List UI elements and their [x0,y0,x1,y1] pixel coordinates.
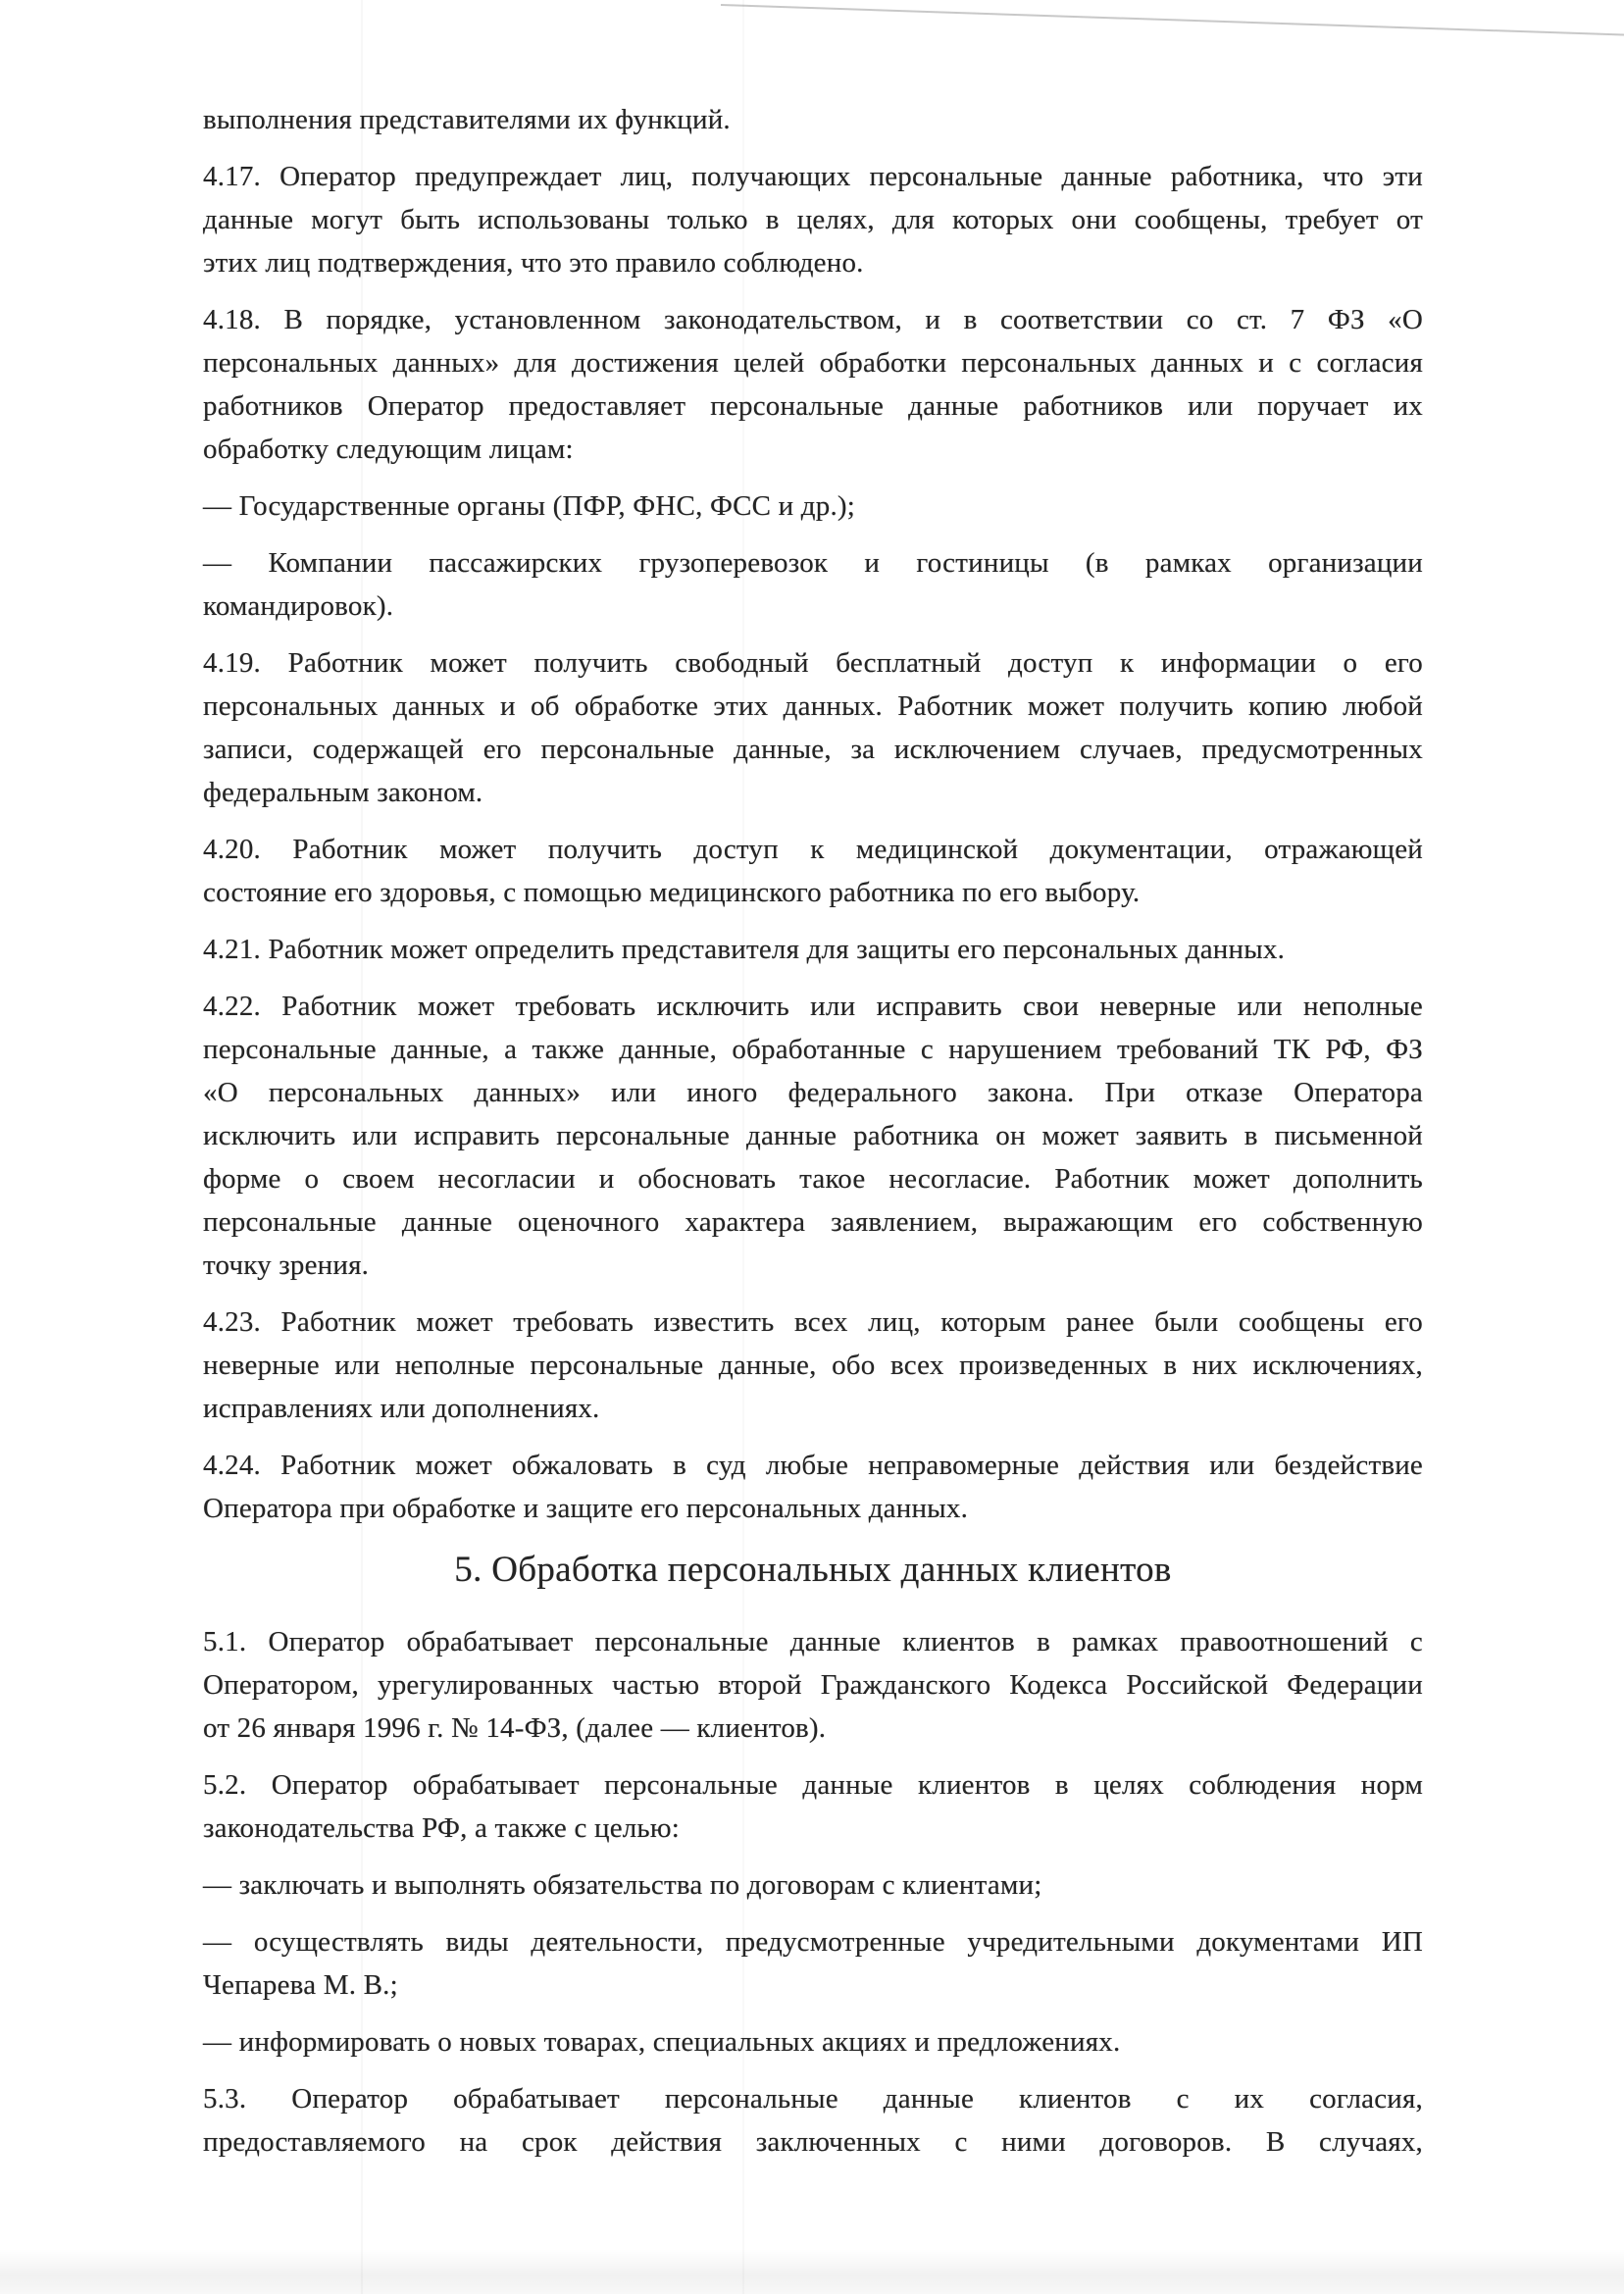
bullet-item [203,1863,1423,1907]
text-line: — осуществлять виды деятельности, предусмотренные учредительными документами ИП [203,1926,1423,1958]
text-line: предоставляемого на срок действия заключенных с ними договоров. В случаях, [203,2126,1423,2158]
text-line: 4.22. Работник может требовать исключить или исправить свои неверные или неполные [203,991,1423,1022]
text-line: персональные данные оценочного характера заявлением, выражающим его собственную [203,1206,1423,1238]
bullet-item [203,541,1423,628]
text-line: 5.3. Оператор обрабатывает персональные данные клиентов с их согласия, [203,2083,1423,2115]
text-line: данные могут быть использованы только в целях, для которых они сообщены, требует от [203,204,1423,235]
text-line: форме о своем несогласии и обосновать такое несогласие. Работник может дополнить [203,1163,1423,1195]
text-line: работников Оператор предоставляет персональные данные работников или поручает их [203,390,1423,422]
text-line: персональных данных» для достижения целей обработки персональных данных и с согласия [203,347,1423,379]
bullet-item [203,2020,1423,2064]
text-line: — заключать и выполнять обязательства по договорам с клиентами; [203,1869,1042,1901]
paragraph [203,928,1423,971]
paragraph [203,1300,1423,1430]
text-line: исключить или исправить персональные данные работника он может заявить в письменной [203,1120,1423,1151]
paragraph [203,641,1423,814]
text-line: персональных данных и об обработке этих данных. Работник может получить копию любой [203,690,1423,722]
paragraph [203,985,1423,1287]
text-line: обработку следующим лицам: [203,433,574,465]
text-line: командировок). [203,590,394,622]
text-line: 5. Обработка персональных данных клиентов [454,1550,1172,1590]
paragraph [203,828,1423,914]
text-line: 4.24. Работник может обжаловать в суд любые неправомерные действия или бездействие [203,1450,1423,1481]
text-line: 5.1. Оператор обрабатывает персональные данные клиентов в рамках правоотношений с [203,1626,1423,1657]
text-line: Чепарева М. В.; [203,1969,398,2001]
text-line: — Компании пассажирских грузоперевозок и гостиницы (в рамках организации [203,547,1423,579]
text-line: «О персональных данных» или иного федерального закона. При отказе Оператора [203,1077,1423,1108]
paragraph [203,2077,1423,2164]
text-line: 4.18. В порядке, установленном законодательством, и в соответствии со ст. 7 ФЗ «О [203,304,1423,335]
section-heading [203,1544,1423,1597]
text-line: этих лиц подтверждения, что это правило соблюдено. [203,247,864,279]
scan-shadow-bottom [0,2249,1624,2294]
text-line: точку зрения. [203,1249,370,1281]
text-line: Оператора при обработке и защите его персональных данных. [203,1493,969,1524]
bullet-item [203,1920,1423,2007]
text-line: исправлениях или дополнениях. [203,1393,600,1424]
text-line: 4.17. Оператор предупреждает лиц, получающих персональные данные работника, что эти [203,161,1423,192]
paragraph [203,1620,1423,1750]
text-line: выполнения представителями их функций. [203,104,731,135]
text-line: состояние его здоровья, с помощью медицинского работника по его выбору. [203,877,1141,908]
text-line: 4.20. Работник может получить доступ к медицинской документации, отражающей [203,834,1423,865]
text-line: от 26 января 1996 г. № 14-ФЗ, (далее — клиентов). [203,1712,827,1744]
text-line: — информировать о новых товарах, специальных акциях и предложениях. [203,2026,1121,2058]
paragraph [203,298,1423,471]
bullet-item [203,484,1423,528]
paragraph [203,155,1423,284]
text-line: 4.21. Работник может определить представителя для защиты его персональных данных. [203,934,1286,965]
text-line: записи, содержащей его персональные данные, за исключением случаев, предусмотренных [203,734,1423,765]
text-line: неверные или неполные персональные данные, обо всех произведенных в них исключениях, [203,1350,1423,1381]
document-body [203,98,1423,2177]
text-line: 4.23. Работник может требовать известить всех лиц, которым ранее были сообщены его [203,1306,1423,1338]
scan-artifact-line [721,4,1624,36]
paragraph [203,98,1423,141]
text-line: персональные данные, а также данные, обработанные с нарушением требований ТК РФ, ФЗ [203,1034,1423,1065]
text-line: федеральным законом. [203,777,483,808]
text-line: — Государственные органы (ПФР, ФНС, ФСС и др.); [203,490,856,522]
paragraph [203,1763,1423,1850]
text-line: законодательства РФ, а также с целью: [203,1812,680,1844]
text-line: Оператором, урегулированных частью второй Гражданского Кодекса Российской Федерации [203,1669,1423,1701]
text-line: 5.2. Оператор обрабатывает персональные данные клиентов в целях соблюдения норм [203,1769,1423,1801]
paragraph [203,1444,1423,1530]
text-line: 4.19. Работник может получить свободный бесплатный доступ к информации о его [203,647,1423,679]
